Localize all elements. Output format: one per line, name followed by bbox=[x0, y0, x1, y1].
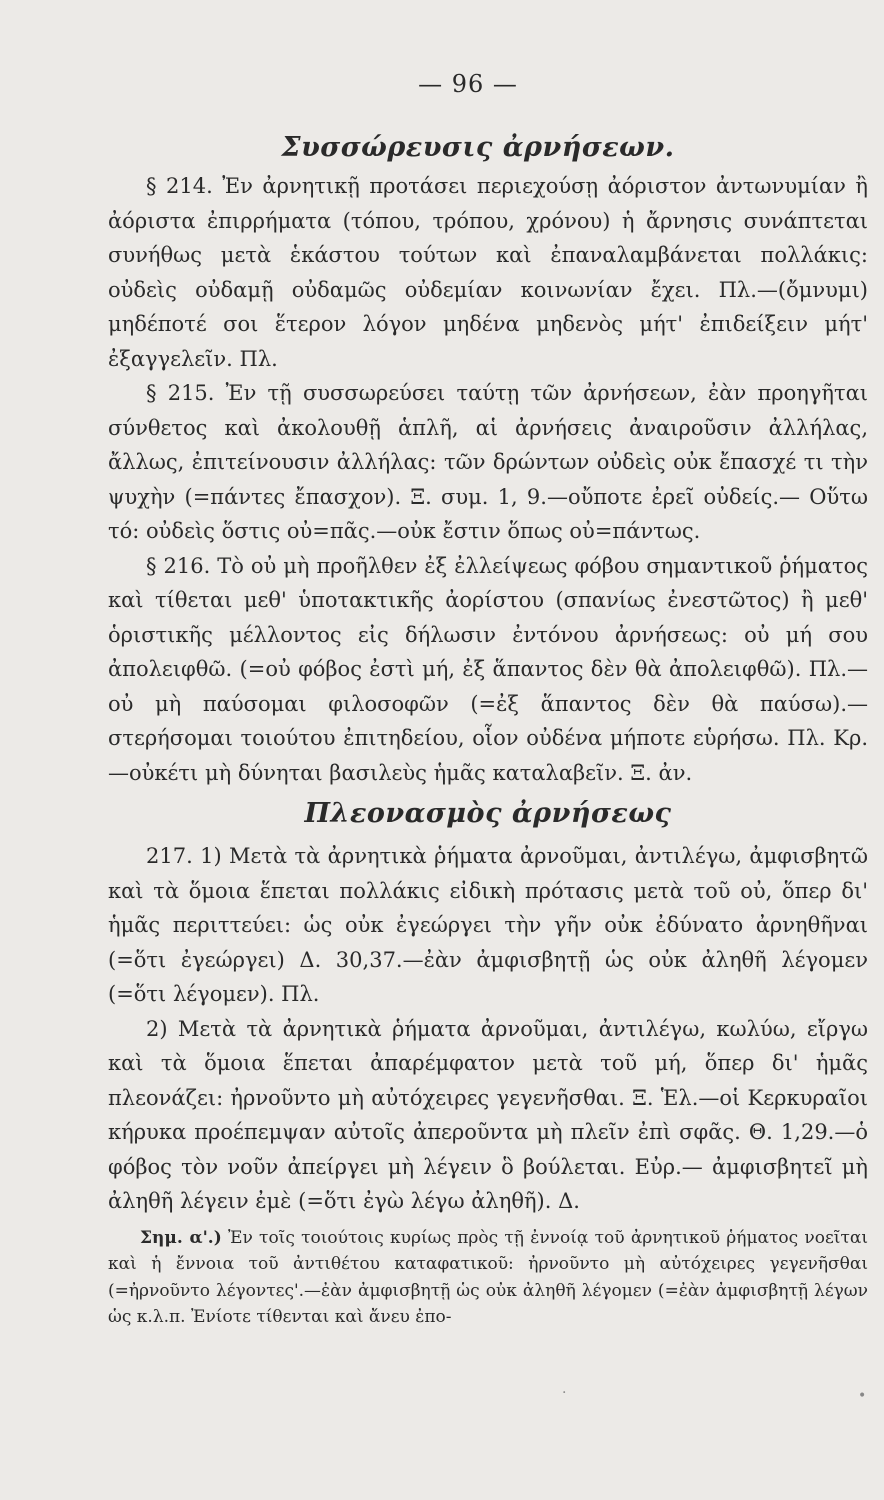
ink-speck: · bbox=[562, 1385, 567, 1401]
book-page bbox=[108, 70, 868, 1331]
footnote bbox=[108, 1225, 868, 1331]
section-heading-accumulation-of-negations: Συσσώρευσις ἀρνήσεων. bbox=[281, 132, 675, 163]
ink-speck: • bbox=[858, 1388, 867, 1404]
paragraph-217-1: 217. 1) Μετὰ τὰ ἀρνητικὰ ῥήματα ἀρνοῦμαι, ἀντιλέγω, ἀμφισβητῶ καὶ τὰ ὅμοια ἕπεται πολλάκις εἰδικὴ πρότασις μετὰ τοῦ οὐ, ὅπερ δι' ἡμᾶς περιττεύει: ὡς οὐκ ἐγεώργει τὴν γῆν οὐκ ἐδύνατο ἀρνηθῆναι (=ὅτι ἐγεώργει) Δ. 30,37.—ἐὰν ἀμφισβητῇ ὡς οὐκ ἀληθῆ λέγομεν (=ὅτι λέγομεν). Πλ. bbox=[108, 844, 868, 1006]
paragraph-214: § 214. Ἐν ἀρνητικῇ προτάσει περιεχούσῃ ἀόριστον ἀντωνυμίαν ἢ ἀόριστα ἐπιρρήματα (τόπου, τρόπου, χρόνου) ἡ ἄρνησις συνάπτεται συνήθως μετὰ ἑκάστου τούτων καὶ ἐπαναλαμβάνεται πολλάκις: οὐδεὶς οὐδαμῇ οὐδαμῶς οὐδεμίαν κοινωνίαν ἔχει. Πλ.—(ὄμνυμι) μηδέποτέ σοι ἕτερον λόγον μηδένα μηδενὸς μήτ' ἐπιδείξειν μήτ' ἐξαγγελεῖν. Πλ. bbox=[108, 174, 868, 371]
paragraph-215: § 215. Ἐν τῇ συσσωρεύσει ταύτῃ τῶν ἀρνήσεων, ἐὰν προηγῆται σύνθετος καὶ ἀκολουθῇ ἁπλῆ, αἱ ἀρνήσεις ἀναιροῦσιν ἀλλήλας, ἄλλως, ἐπιτείνουσιν ἀλλήλας: τῶν δρώντων οὐδεὶς οὐκ ἔπασχέ τι τὴν ψυχὴν (=πάντες ἔπασχον). Ξ. συμ. 1, 9.—οὔποτε ἐρεῖ οὐδείς.— Οὕτω τό: οὐδεὶς ὅστις οὐ=πᾶς.—οὐκ ἔστιν ὅπως οὐ=πάντως. bbox=[108, 381, 868, 543]
paragraph-216: § 216. Τὸ οὐ μὴ προῆλθεν ἐξ ἐλλείψεως φόβου σημαντικοῦ ῥήματος καὶ τίθεται μεθ' ὑποτακτικῆς ἀορίστου (σπανίως ἐνεστῶτος) ἢ μεθ' ὁριστικῆς μέλλοντος εἰς δήλωσιν ἐντόνου ἀρνήσεως: οὐ μή σου ἀπολειφθῶ. (=οὐ φόβος ἐστὶ μή, ἐξ ἅπαντος δὲν θὰ ἀπολειφθῶ). Πλ.—οὐ μὴ παύσομαι φιλοσοφῶν (=ἐξ ἅπαντος δὲν θὰ παύσω).—στερήσομαι τοιούτου ἐπιτηδείου, οἷον οὐδένα μήποτε εὑρήσω. Πλ. Κρ.—οὐκέτι μὴ δύνηται βασιλεὺς ἡμᾶς καταλαβεῖν. Ξ. ἀν. bbox=[108, 553, 868, 785]
section-heading-pleonasm-of-negation: Πλεονασμὸς ἀρνήσεως bbox=[304, 798, 672, 829]
page-number: — 96 — bbox=[418, 70, 518, 98]
paragraph-217-2: 2) Μετὰ τὰ ἀρνητικὰ ῥήματα ἀρνοῦμαι, ἀντιλέγω, κωλύω, εἴργω καὶ τὰ ὅμοια ἕπεται ἀπαρέμφατον μετὰ τοῦ μή, ὅπερ δι' ἡμᾶς πλεονάζει: ἠρνοῦντο μὴ αὐτόχειρες γεγενῆσθαι. Ξ. Ἑλ.—οἱ Κερκυραῖοι κήρυκα προέπεμψαν αὐτοῖς ἀπεροῦντα μὴ πλεῖν ἐπὶ σφᾶς. Θ. 1,29.—ὁ φόβος τὸν νοῦν ἀπείργει μὴ λέγειν ὃ βούλεται. Εὐρ.— ἀμφισβητεῖ μὴ ἀληθῆ λέγειν ἐμὲ (=ὅτι ἐγὼ λέγω ἀληθῆ). Δ. bbox=[108, 1016, 868, 1213]
footnote-label: Σημ. α'.) bbox=[140, 1227, 222, 1248]
footnote-text: Ἐν τοῖς τοιούτοις κυρίως πρὸς τῇ ἐννοίᾳ τοῦ ἀρνητικοῦ ῥήματος νοεῖται καὶ ἡ ἔννοια τοῦ ἀντιθέτου καταφατικοῦ: ἠρνοῦντο μὴ αὐτόχειρες γεγενῆσθαι (=ἠρνοῦντο λέγοντες'.—ἐὰν ἀμφισβητῇ ὡς οὐκ ἀληθῆ λέγομεν (=ἐὰν ἀμφισβητῇ λέγων ὡς κ.λ.π. Ἐνίοτε τίθενται καὶ ἄνευ ἐπο- bbox=[108, 1227, 868, 1327]
